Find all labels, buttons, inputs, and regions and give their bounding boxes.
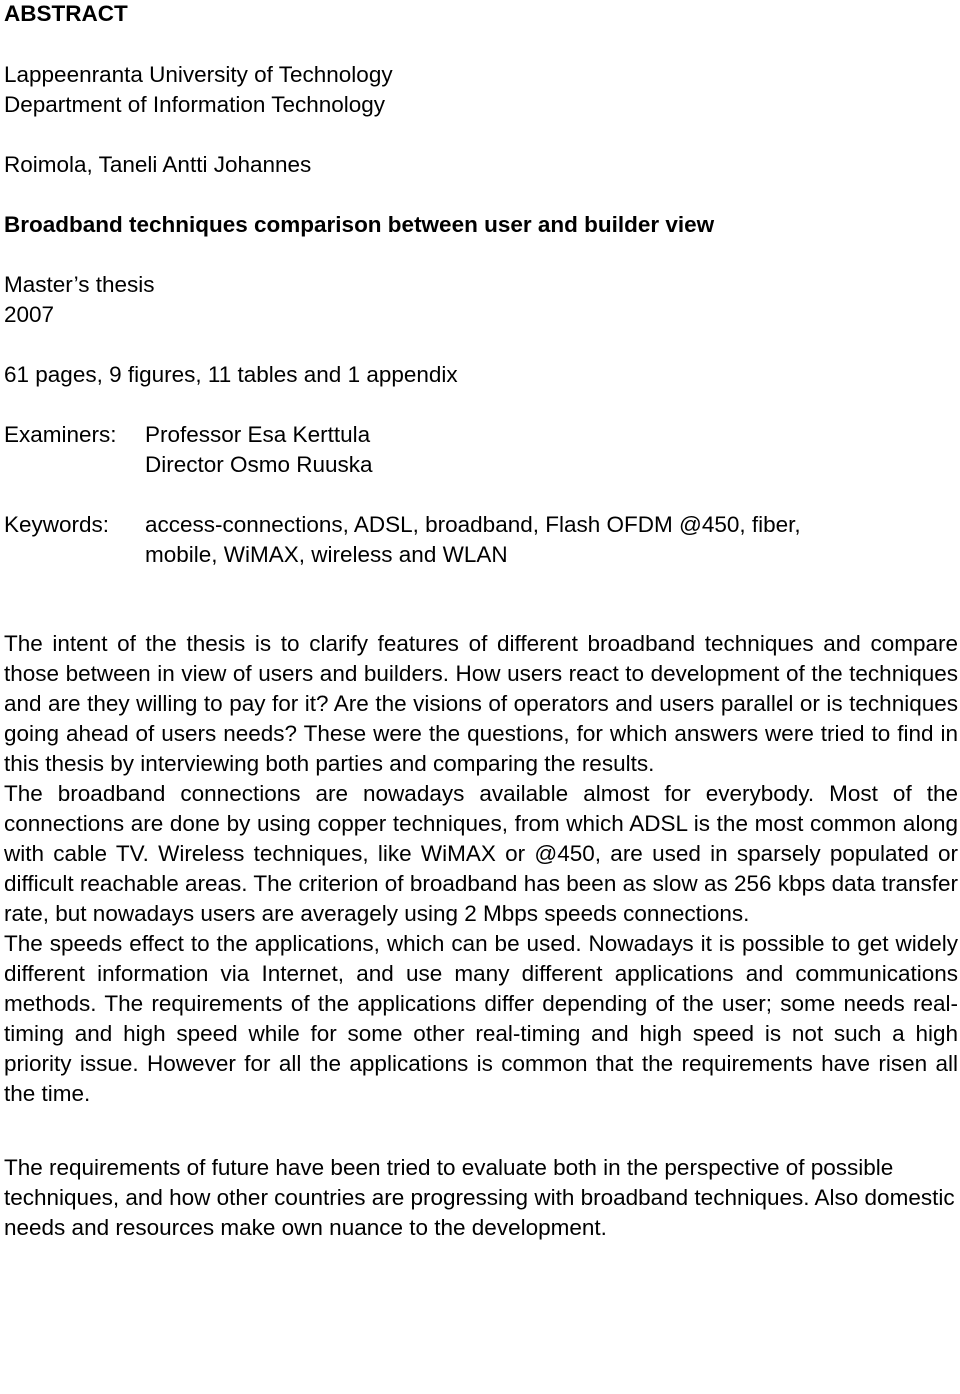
keywords-line: mobile, WiMAX, wireless and WLAN [145, 542, 508, 567]
examiner-name: Professor Esa Kerttula [145, 422, 371, 447]
affiliation-block [4, 60, 958, 120]
thesis-title: Broadband techniques comparison between user and builder view [4, 212, 715, 237]
abstract-paragraph-2: The broadband connections are nowadays available almost for everybody. Most of the connections are done by using copper techniques, from which ADSL is the most common along with cable TV. Wireless techniques, like WiMAX or @450, are used in sparsely populated or difficult reachable areas. The criterion of broadband has been as slow as 256 kbps data transfer rate, but nowadays users are averagely using 2 Mbps speeds connections. [4, 781, 958, 926]
abstract-paragraph-3: The speeds effect to the applications, which can be used. Nowadays it is possible to get widely different information via Internet, and use many different applications and communications methods. The requirements of the applications differ depending of the user; some needs real-timing and high speed while for some other real-timing and high speed is not such a high priority issue. However for all the applications is common that the requirements have risen all the time. [4, 931, 958, 1106]
examiners-row [4, 420, 958, 480]
examiners-list [145, 420, 958, 480]
examiner-name: Director Osmo Ruuska [145, 452, 373, 477]
author-name: Roimola, Taneli Antti Johannes [4, 152, 312, 177]
thesis-extent: 61 pages, 9 figures, 11 tables and 1 appendix [4, 362, 458, 387]
abstract-paragraph-4: The requirements of future have been tried to evaluate both in the perspective of possible techniques, and how other countries are progressing with broadband techniques. Also domestic needs and resources make own nuance to the development. [4, 1155, 955, 1240]
keywords-row [4, 510, 958, 570]
abstract-paragraph-1: The intent of the thesis is to clarify features of different broadband techniques and compare those between in view of users and builders. How users react to development of the techniques and are they willing to pay for it? Are the visions of operators and users parallel or is techniques going ahead of users needs? These were the questions, for which answers were tried to find in this thesis by interviewing both parties and comparing the results. [4, 631, 958, 776]
thesis-info-block [4, 270, 958, 330]
department-name: Department of Information Technology [4, 92, 386, 117]
keywords-list [145, 510, 958, 570]
university-name: Lappeenranta University of Technology [4, 62, 393, 87]
examiners-label: Examiners: [4, 422, 117, 447]
thesis-type: Master’s thesis [4, 272, 155, 297]
thesis-year: 2007 [4, 302, 55, 327]
keywords-line: access-connections, ADSL, broadband, Flash OFDM @450, fiber, [145, 512, 801, 537]
abstract-heading: ABSTRACT [4, 1, 128, 26]
abstract-page [4, 0, 958, 1243]
keywords-label: Keywords: [4, 512, 110, 537]
